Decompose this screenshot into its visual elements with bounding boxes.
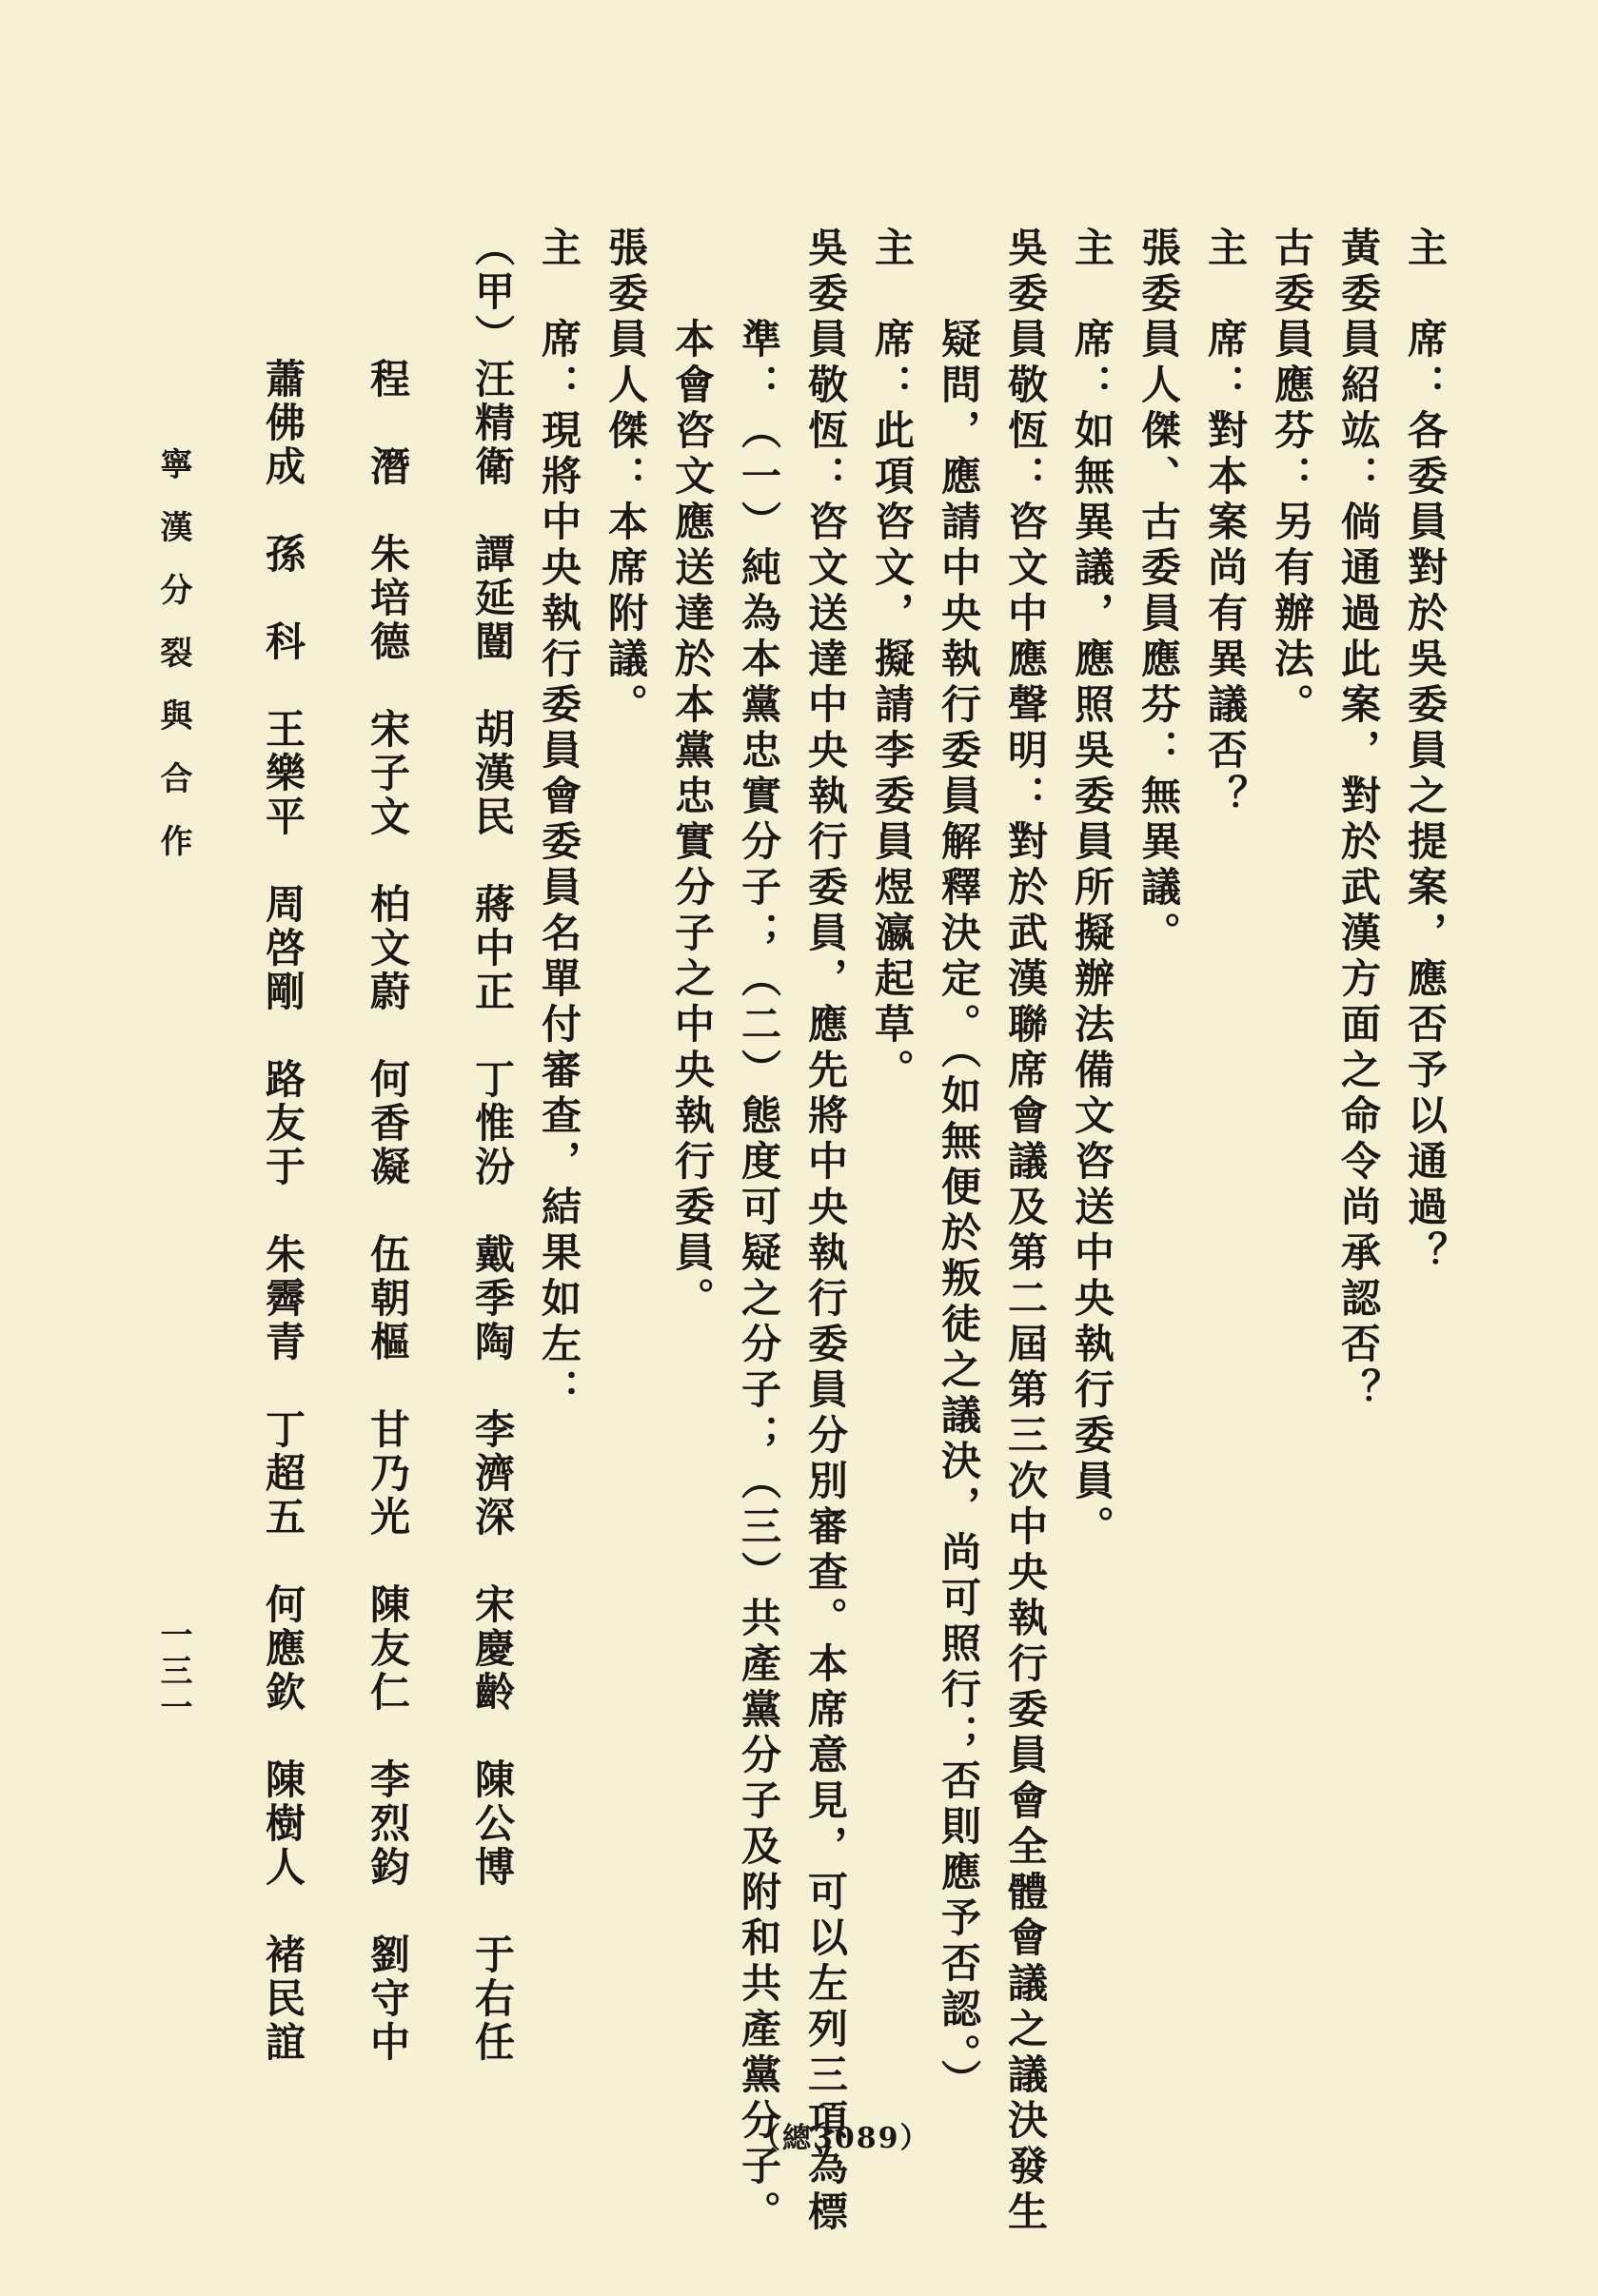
column-text: 本會咨文應送達於本黨忠實分子之中央執行委員。 bbox=[669, 226, 716, 1323]
serial-number: （總3089） bbox=[752, 2122, 931, 2155]
text-column bbox=[536, 226, 582, 1414]
text-column bbox=[1402, 226, 1449, 1277]
name-list-column bbox=[365, 226, 411, 2065]
name-list: 蕭佛成 孫 科 王樂平 周啓剛 路友于 朱霽青 丁超五 何應欽 陳樹人 褚民誼 bbox=[260, 226, 306, 2065]
column-text: 各委員對於吳委員之提案，應否予以通過？ bbox=[1402, 409, 1449, 1277]
book-title: 寧漢分裂與合作 bbox=[154, 447, 192, 887]
speaker: 張委員人傑、古委員應芬： bbox=[1135, 226, 1182, 775]
text-column bbox=[1002, 226, 1049, 2236]
column-text: 疑問，應請中央執行委員解釋決定。（如無便於叛徒之議決，尚可照行；否則應予否認。） bbox=[936, 226, 982, 2105]
speaker: 吳委員敬恆： bbox=[802, 226, 849, 500]
column-text: 現將中央執行委員會委員名單付審查，結果如左： bbox=[536, 409, 582, 1414]
text-column bbox=[802, 226, 849, 2236]
column-text: 如無異議，應照吳委員所擬辦法備文咨送中央執行委員。 bbox=[1069, 409, 1115, 1551]
column-text: 另有辦法。 bbox=[1269, 500, 1315, 729]
text-column bbox=[1069, 226, 1115, 1551]
column-text: 咨文中應聲明：對於武漢聯席會議及第二屆第三次中央執行委員會全體會議之議決發生 bbox=[1002, 500, 1049, 2236]
column-text: 本席附議。 bbox=[602, 500, 649, 729]
text-column bbox=[869, 226, 916, 1094]
column-text: 此項咨文，擬請李委員煜瀛起草。 bbox=[869, 409, 916, 1094]
name-list-column bbox=[469, 226, 516, 2065]
name-list: 汪精衛 譚延闓 胡漢民 蔣中正 丁惟汾 戴季陶 李濟深 宋慶齡 陳公博 于右任 bbox=[469, 358, 516, 2065]
speaker: 主 席： bbox=[1202, 226, 1249, 409]
text-column bbox=[936, 226, 982, 2105]
text-column bbox=[1335, 226, 1382, 1414]
speaker: 主 席： bbox=[1069, 226, 1115, 409]
speaker: 主 席： bbox=[1402, 226, 1449, 409]
speaker: 吳委員敬恆： bbox=[1002, 226, 1049, 500]
speaker: 主 席： bbox=[536, 226, 582, 409]
text-column bbox=[1269, 226, 1315, 729]
column-text: 倘通過此案，對於武漢方面之命令尚承認否？ bbox=[1335, 500, 1382, 1414]
name-list-column bbox=[260, 226, 306, 2065]
text-column bbox=[736, 226, 782, 2236]
text-column bbox=[1202, 226, 1249, 820]
text-column bbox=[602, 226, 649, 729]
speaker: 主 席： bbox=[869, 226, 916, 409]
text-column bbox=[1135, 226, 1182, 957]
speaker: 古委員應芬： bbox=[1269, 226, 1315, 500]
list-label: （甲） bbox=[469, 226, 516, 358]
column-text: 無異議。 bbox=[1135, 775, 1182, 957]
text-column bbox=[669, 226, 716, 1323]
speaker: 黃委員紹竑： bbox=[1335, 226, 1382, 500]
column-text: 咨文送達中央執行委員，應先將中央執行委員分別審查。本席意見，可以左列三項為標 bbox=[802, 500, 849, 2236]
name-list: 程 潛 朱培德 宋子文 柏文蔚 何香凝 伍朝樞 甘乃光 陳友仁 李烈鈞 劉守中 bbox=[365, 226, 411, 2065]
page-number: 一三一 bbox=[154, 1618, 192, 1726]
speaker: 張委員人傑： bbox=[602, 226, 649, 500]
column-text: 對本案尚有異議否？ bbox=[1202, 409, 1249, 820]
column-text: 準：（一）純為本黨忠實分子；（二）態度可疑之分子；（三）共產黨分子及附和共產黨分子。 bbox=[736, 226, 782, 2236]
